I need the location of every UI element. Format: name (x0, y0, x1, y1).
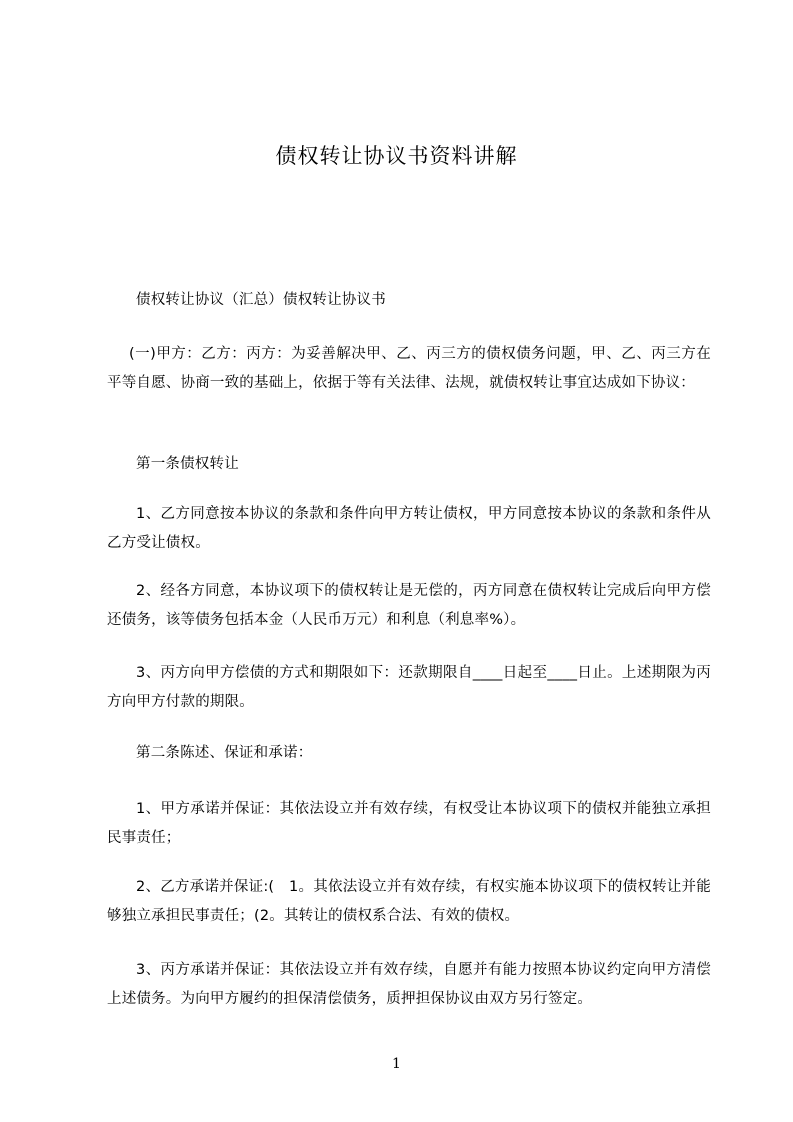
article-1-clause-1: 1、乙方同意按本协议的条款和条件向甲方转让债权，甲方同意按本协议的条款和条件从乙方受让债权。 (107, 506, 711, 551)
document-title: 债权转让协议书资料讲解 (275, 144, 518, 168)
article-1-heading: 第一条债权转让 (136, 456, 239, 472)
article-2-clause-3: 3、丙方承诺并保证：其依法设立并有效存续，自愿并有能力按照本协议约定向甲方清偿上述债务。为向甲方履约的担保清偿债务，质押担保协议由双方另行签定。 (107, 962, 711, 1007)
page-number: 1 (392, 1056, 401, 1072)
article-2-clause-1: 1、甲方承诺并保证：其依法设立并有效存续，有权受让本协议项下的债权并能独立承担民事责任； (107, 801, 711, 846)
article-2-clause-2: 2、乙方承诺并保证:( 1。其依法设立并有效存续，有权实施本协议项下的债权转让并能够独立承担民事责任；(2。其转让的债权系合法、有效的债权。 (107, 879, 711, 924)
paragraph-parties: (一)甲方：乙方：丙方：为妥善解决甲、乙、丙三方的债权债务问题，甲、乙、丙三方在平等自愿、协商一致的基础上，依据于等有关法律、法规，就债权转让事宜达成如下协议： (107, 346, 711, 391)
article-1-clause-3: 3、丙方向甲方偿债的方式和期限如下：还款期限自____日起至____日止。上述期限为丙方向甲方付款的期限。 (107, 665, 711, 710)
paragraph-heading-summary: 债权转让协议（汇总）债权转让协议书 (136, 292, 386, 308)
article-2-heading: 第二条陈述、保证和承诺： (136, 745, 313, 761)
article-1-clause-2: 2、经各方同意，本协议项下的债权转让是无偿的，丙方同意在债权转让完成后向甲方偿还债务，该等债务包括本金（人民币万元）和利息（利息率%）。 (107, 583, 711, 628)
